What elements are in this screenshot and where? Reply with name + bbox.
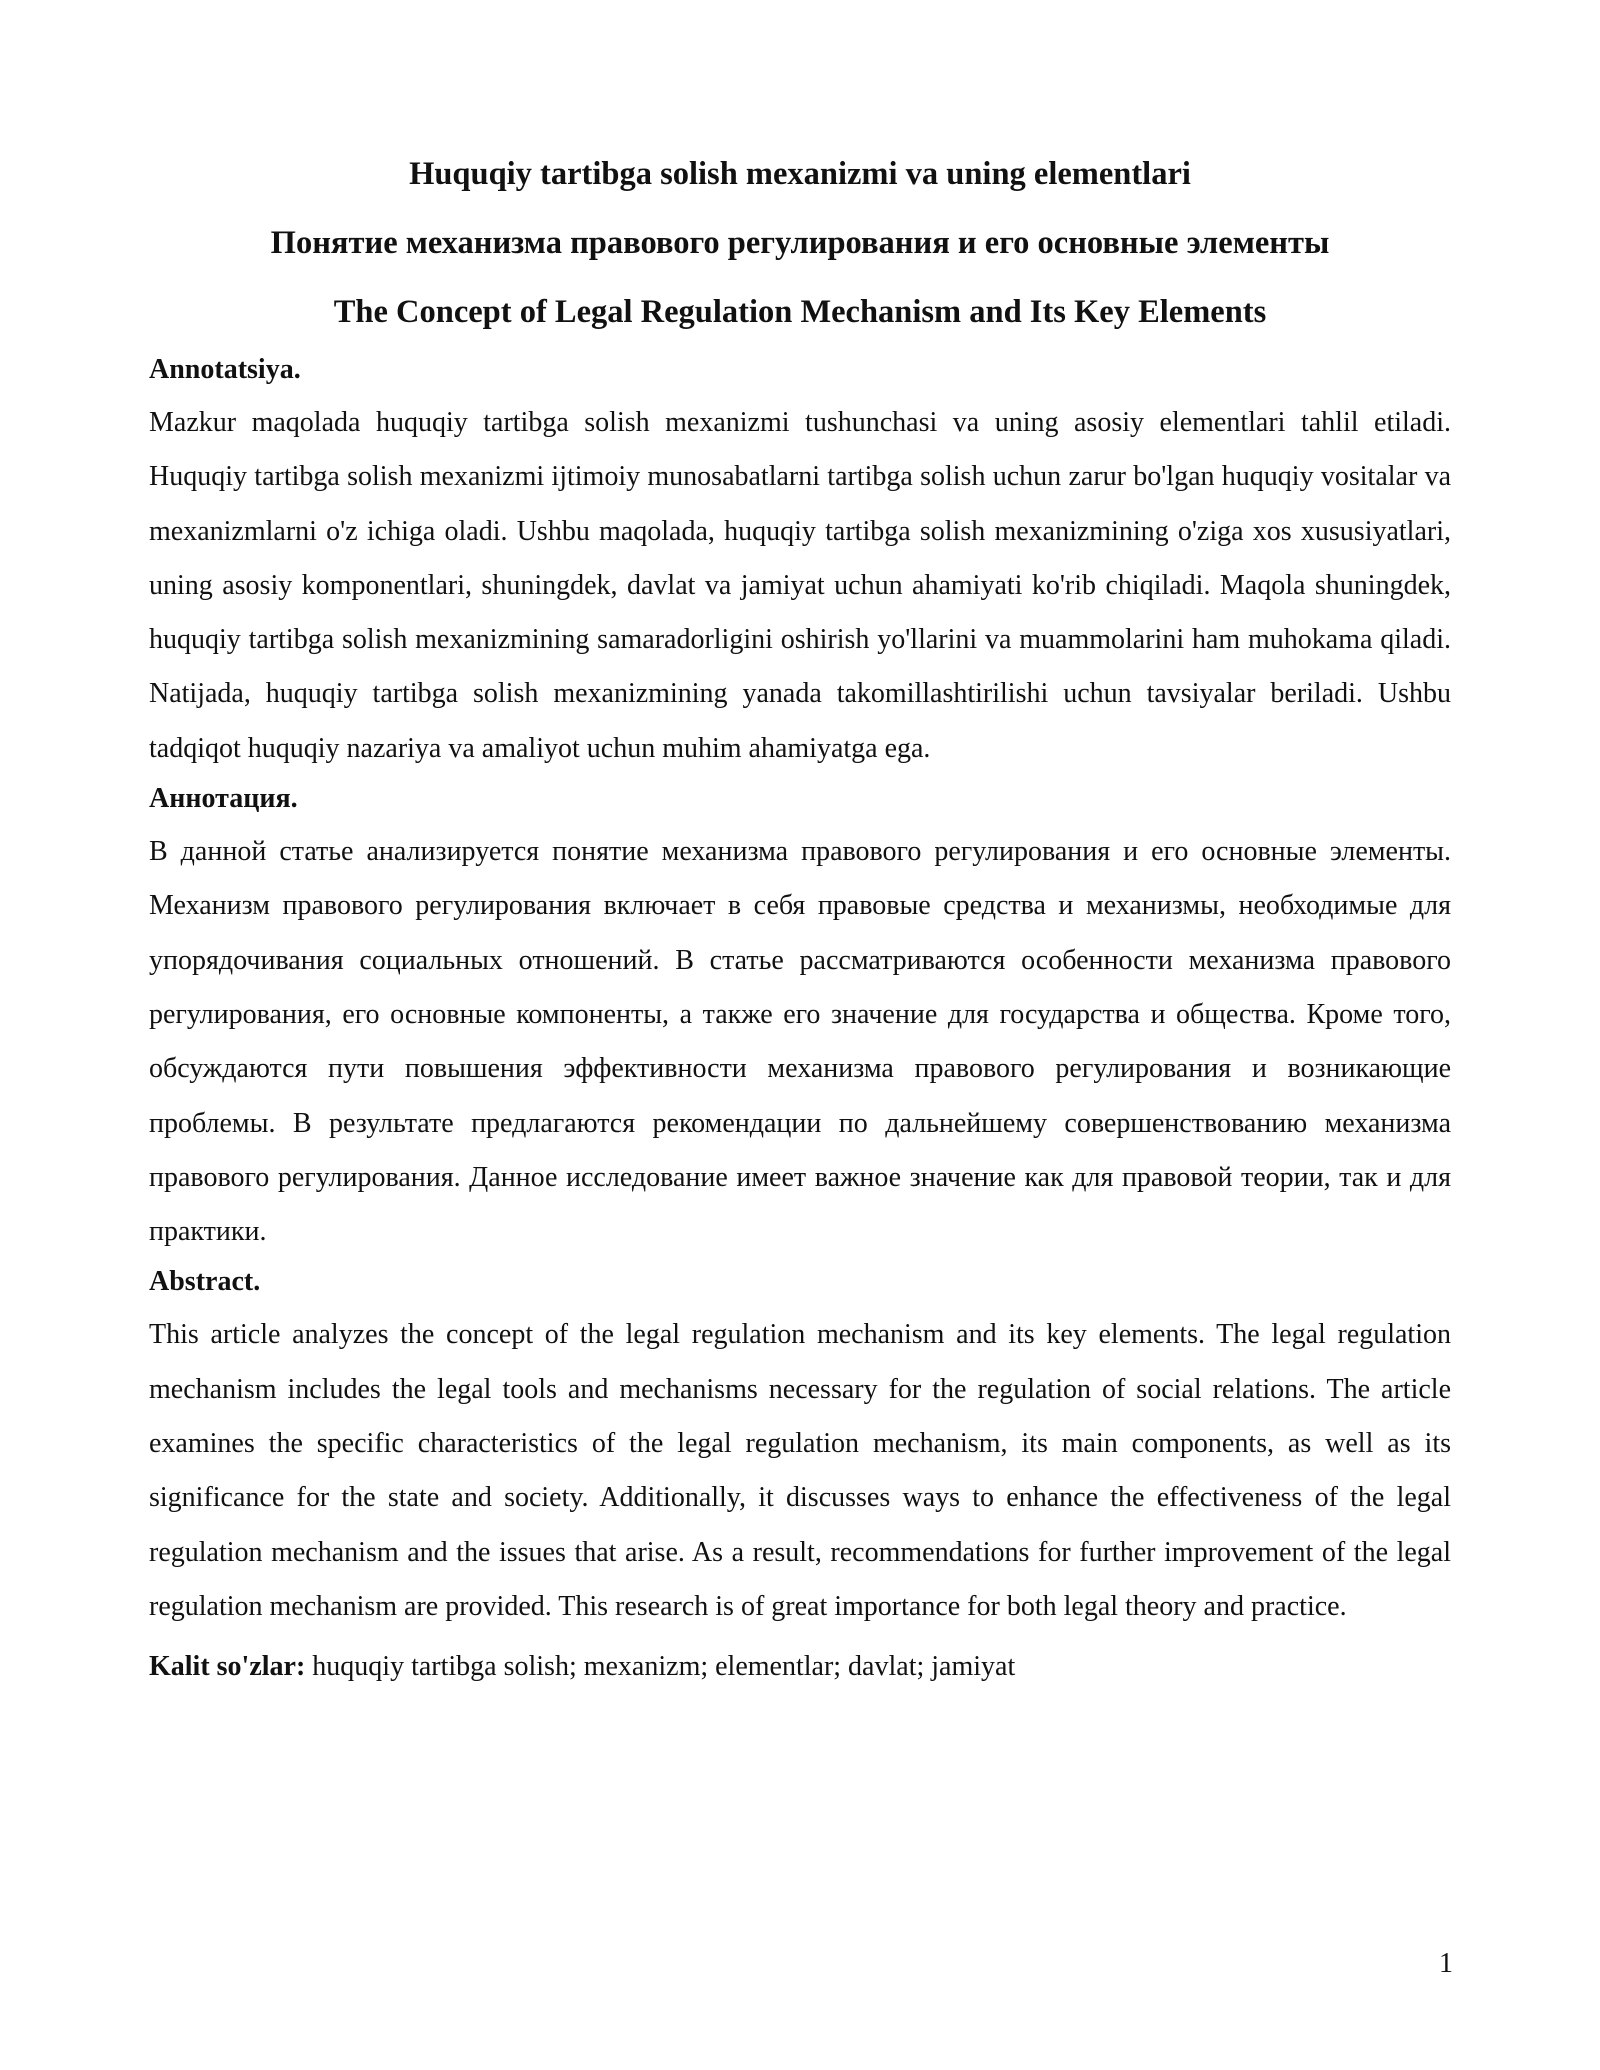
abstract-english-section [149,1267,1451,1634]
keywords-line [149,1652,1451,1682]
annotation-uzbek-heading: Annotatsiya. [149,354,301,385]
annotation-uzbek-section [149,355,1451,776]
abstract-english-text: This article analyzes the concept of the legal regulation mechanism and its key elements. The legal regulation mechanism includes the legal tools and mechanisms necessary for the regulation of social relations. The article examines the specific characteristics of the legal regulation mechanism, its main components, as well as its significance for the state and society. Additionally, it discusses ways to enhance the effectiveness of the legal regulation mechanism and the issues that arise. As a result, recommendations for further improvement of the legal regulation mechanism are provided. This research is of great importance for both legal theory and practice. [149,1319,1451,1622]
abstract-english-heading: Abstract. [149,1266,261,1298]
keywords-label: Kalit so'zlar: [149,1651,306,1683]
document-page [149,140,1451,1682]
annotation-uzbek-text: Mazkur maqolada huquqiy tartibga solish mexanizmi tushunchasi va uning asosiy elementlari tahlil etiladi. Huquqiy tartibga solish mexanizmi ijtimoiy munosabatlarni tartibga solish uchun zarur bo'lgan huquqiy vositalar va mexanizmlarni o'z ichiga oladi. Ushbu maqolada, huquqiy tartibga solish mexanizmining o'ziga xos xususiyatlari, uning asosiy komponentlari, shuningdek, davlat va jamiyat uchun ahamiyati ko'rib chiqiladi. Maqola shuningdek, huquqiy tartibga solish mexanizmining samaradorligini oshirish yo'llarini va muammolarini ham muhokama qiladi. Natijada, huquqiy tartibga solish mexanizmining yanada takomillashtirilishi uchun tavsiyalar beriladi. Ushbu tadqiqot huquqiy nazariya va amaliyot uchun muhim ahamiyatga ega. [149,407,1451,764]
annotation-russian-section [149,784,1451,1259]
title-uzbek: Huquqiy tartibga solish mexanizmi va uning elementlari [409,156,1191,192]
keywords-text: huquqiy tartibga solish; mexanizm; elementlar; davlat; jamiyat [305,1651,1016,1683]
title-russian: Понятие механизма правового регулирования и его основные элементы [270,225,1330,261]
annotation-russian-text: В данной статье анализируется понятие механизма правового регулирования и его основные элементы. Механизм правового регулирования включает в себя правовые средства и механизмы, необходимые для упорядочивания социальных отношений. В статье рассматриваются особенности механизма правового регулирования, его основные компоненты, а также его значение для государства и общества. Кроме того, обсуждаются пути повышения эффективности механизма правового регулирования и возникающие проблемы. В результате предлагаются рекомендации по дальнейшему совершенствованию механизма правового регулирования. Данное исследование имеет важное значение как для правовой теории, так и для практики. [149,836,1451,1248]
page-number: 1 [1439,1948,1453,1979]
title-english: The Concept of Legal Regulation Mechanism and Its Key Elements [333,294,1267,330]
annotation-russian-heading: Аннотация. [149,783,298,815]
